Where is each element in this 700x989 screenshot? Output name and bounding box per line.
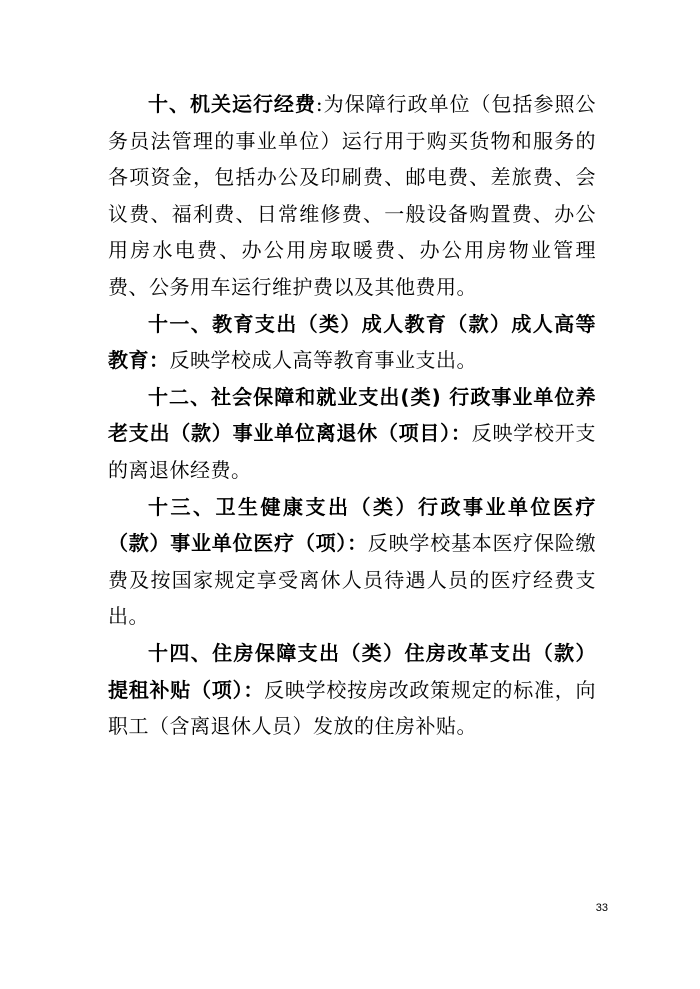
paragraph-medical-expenses <box>108 489 596 635</box>
paragraph-adult-higher-education <box>108 306 596 379</box>
paragraph-term: 十二、社会保障和就业支出(类) 行政事业单位养老支出（款）事业单位离退休（项目）： <box>108 384 596 446</box>
paragraph-retirement-expenses <box>108 379 596 489</box>
document-body <box>108 86 596 745</box>
paragraph-term: 十三、卫生健康支出（类）行政事业单位医疗（款）事业单位医疗（项）： <box>108 494 596 556</box>
paragraph-term: 十、机关运行经费 <box>148 92 316 116</box>
paragraph-description: :为保障行政单位（包括参照公务员法管理的事业单位）运行用于购买货物和服务的各项资金，包括办公及印刷费、邮电费、差旅费、会议费、福利费、日常维修费、一般设备购置费、办公用房水电费、办公用房取暖费、办公用房物业管理费、公务用车运行维护费以及其他费用。 <box>108 92 596 299</box>
paragraph-term: 十四、住房保障支出（类）住房改革支出（款）提租补贴（项）： <box>108 640 596 702</box>
paragraph-administrative-operating-expenses <box>108 86 596 306</box>
paragraph-description: 反映学校基本医疗保险缴费及按国家规定享受离休人员待遇人员的医疗经费支出。 <box>108 531 597 629</box>
paragraph-housing-subsidy <box>108 635 596 745</box>
paragraph-term: 十一、教育支出（类）成人教育（款）成人高等教育： <box>108 311 596 373</box>
page-number: 33 <box>595 902 608 914</box>
paragraph-description: 反映学校按房改政策规定的标准，向职工（含离退休人员）发放的住房补贴。 <box>108 677 597 739</box>
paragraph-description: 反映学校开支的离退休经费。 <box>108 421 597 482</box>
paragraph-description: 反映学校成人高等教育事业支出。 <box>169 348 477 373</box>
